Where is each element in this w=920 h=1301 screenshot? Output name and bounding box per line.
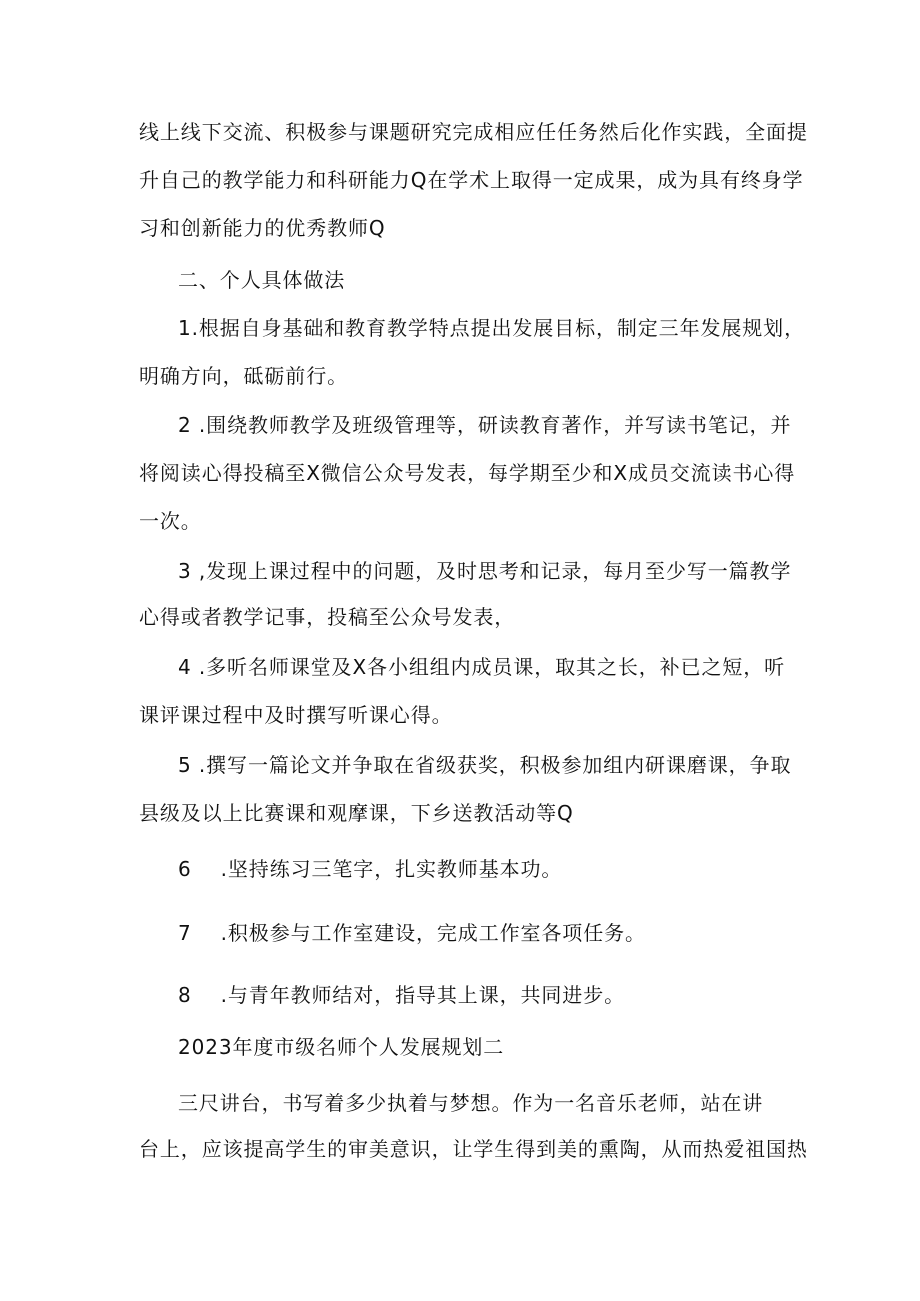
text-line: 1.根据自身基础和教育教学特点提出发展目标，制定三年发展规划， bbox=[178, 316, 805, 340]
text-line: 7 .积极参与工作室建设，完成工作室各项任务。 bbox=[178, 921, 646, 945]
text-line: 县级及以上比赛课和观摩课，下乡送教活动等Q bbox=[139, 801, 574, 825]
text-line: 2 .围绕教师教学及班级管理等，研读教育著作，并写读书笔记，并 bbox=[178, 413, 792, 437]
text-line: 将阅读心得投稿至X微信公众号发表，每学期至少和X成员交流读书心得 bbox=[139, 461, 796, 485]
section-heading: 二、个人具体做法 bbox=[178, 268, 346, 292]
text-line: 线上线下交流、积极参与课题研究完成相应任任务然后化作实践，全面提 bbox=[139, 120, 808, 144]
text-line: 明确方向，砥砺前行。 bbox=[139, 364, 348, 388]
text-line: 3 ,发现上课过程中的问题，及时思考和记录，每月至少写一篇教学 bbox=[178, 559, 792, 583]
text-line: 三尺讲台，书写着多少执着与梦想。作为一名音乐老师，站在讲 bbox=[178, 1091, 764, 1115]
text-line: 课评课过程中及时撰写听课心得。 bbox=[139, 703, 453, 727]
text-line: 心得或者教学记事，投稿至公众号发表， bbox=[139, 605, 516, 629]
text-line: 5 .撰写一篇论文并争取在省级获奖，积极参加组内研课磨课，争取 bbox=[178, 753, 792, 777]
text-line: 习和创新能力的优秀教师Q bbox=[139, 216, 386, 240]
text-line: 一次。 bbox=[139, 509, 202, 533]
section-title: 2023年度市级名师个人发展规划二 bbox=[178, 1035, 505, 1059]
text-line: 8 .与青年教师结对，指导其上课，共同进步。 bbox=[178, 983, 626, 1007]
text-line: 6 .坚持练习三笔字，扎实教师基本功。 bbox=[178, 857, 563, 881]
text-line: 升自己的教学能力和科研能力Q在学术上取得一定成果，成为具有终身学 bbox=[139, 168, 804, 192]
text-line: 4 .多听名师课堂及X各小组组内成员课，取其之长，补已之短，听 bbox=[178, 655, 786, 679]
text-line: 台上，应该提高学生的审美意识，让学生得到美的熏陶，从而热爱祖国热 bbox=[139, 1137, 808, 1161]
